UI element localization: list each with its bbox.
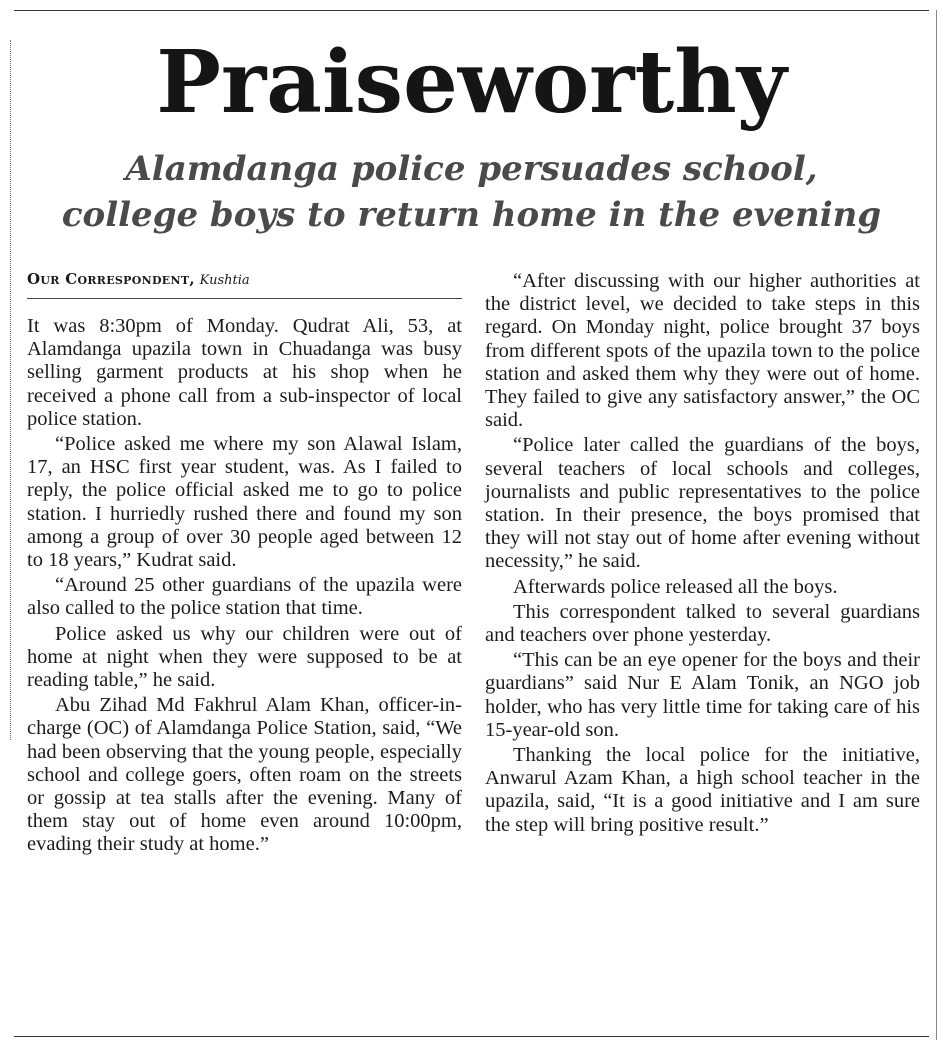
paragraph: “After discussing with our higher authorities at the district level, we decided to take steps in this regard. On Monday night, police brought 37 boys from different spots of the upazila town to the police station and asked them why they were out of home. They failed to give any satisfactory answer,” the OC said. bbox=[485, 270, 920, 432]
paragraph: This correspondent talked to several guardians and teachers over phone yesterday. bbox=[485, 600, 920, 647]
left-margin-rule bbox=[10, 40, 11, 740]
headline: Praiseworthy bbox=[156, 32, 787, 133]
byline-name: Our Correspondent, bbox=[27, 270, 195, 288]
paragraph: “This can be an eye opener for the boys and their guardians” said Nur E Alam Tonik, an NGO job holder, who has very little time for taking care of his 15-year-old son. bbox=[485, 649, 920, 741]
subheadline bbox=[0, 146, 943, 238]
byline bbox=[27, 268, 462, 299]
top-rule bbox=[14, 10, 929, 11]
bottom-rule bbox=[14, 1036, 929, 1037]
left-column bbox=[27, 315, 462, 859]
subheadline-line-1: Alamdanga police persuades school, bbox=[125, 149, 818, 189]
paragraph: “Police asked me where my son Alawal Islam, 17, an HSC first year student, was. As I failed to reply, the police official asked me to go to police station. I hurriedly rushed there and found my son among a group of over 30 people aged between 12 to 18 years,” Kudrat said. bbox=[27, 433, 462, 572]
paragraph: Police asked us why our children were out of home at night when they were supposed to be at reading table,” he said. bbox=[27, 622, 462, 692]
byline-place: Kushtia bbox=[199, 273, 250, 288]
paragraph: Abu Zihad Md Fakhrul Alam Khan, officer-in-charge (OC) of Alamdanga Police Station, said, “We had been observing that the young people, especially school and college goers, often roam on the streets or gossip at tea stalls after the evening. Many of them stay out of home even around 10:00pm, evading their study at home.” bbox=[27, 694, 462, 856]
paragraph: Thanking the local police for the initiative, Anwarul Azam Khan, a high school teacher in the upazila, said, “It is a good initiative and I am sure the step will bring positive result.” bbox=[485, 744, 920, 836]
paragraph: “Police later called the guardians of the boys, several teachers of local schools and colleges, journalists and public representatives to the police station. In their presence, the boys promised that they will not stay out of home after evening without necessity,” he said. bbox=[485, 434, 920, 573]
paragraph: It was 8:30pm of Monday. Qudrat Ali, 53, at Alamdanga upazila town in Chuadanga was busy selling garment products at his shop when he received a phone call from a sub-inspector of local police station. bbox=[27, 315, 462, 430]
paragraph: “Around 25 other guardians of the upazila were also called to the police station that time. bbox=[27, 574, 462, 620]
paragraph: Afterwards police released all the boys. bbox=[513, 575, 838, 598]
subheadline-line-2: college boys to return home in the evening bbox=[61, 195, 882, 235]
right-column bbox=[485, 270, 920, 839]
